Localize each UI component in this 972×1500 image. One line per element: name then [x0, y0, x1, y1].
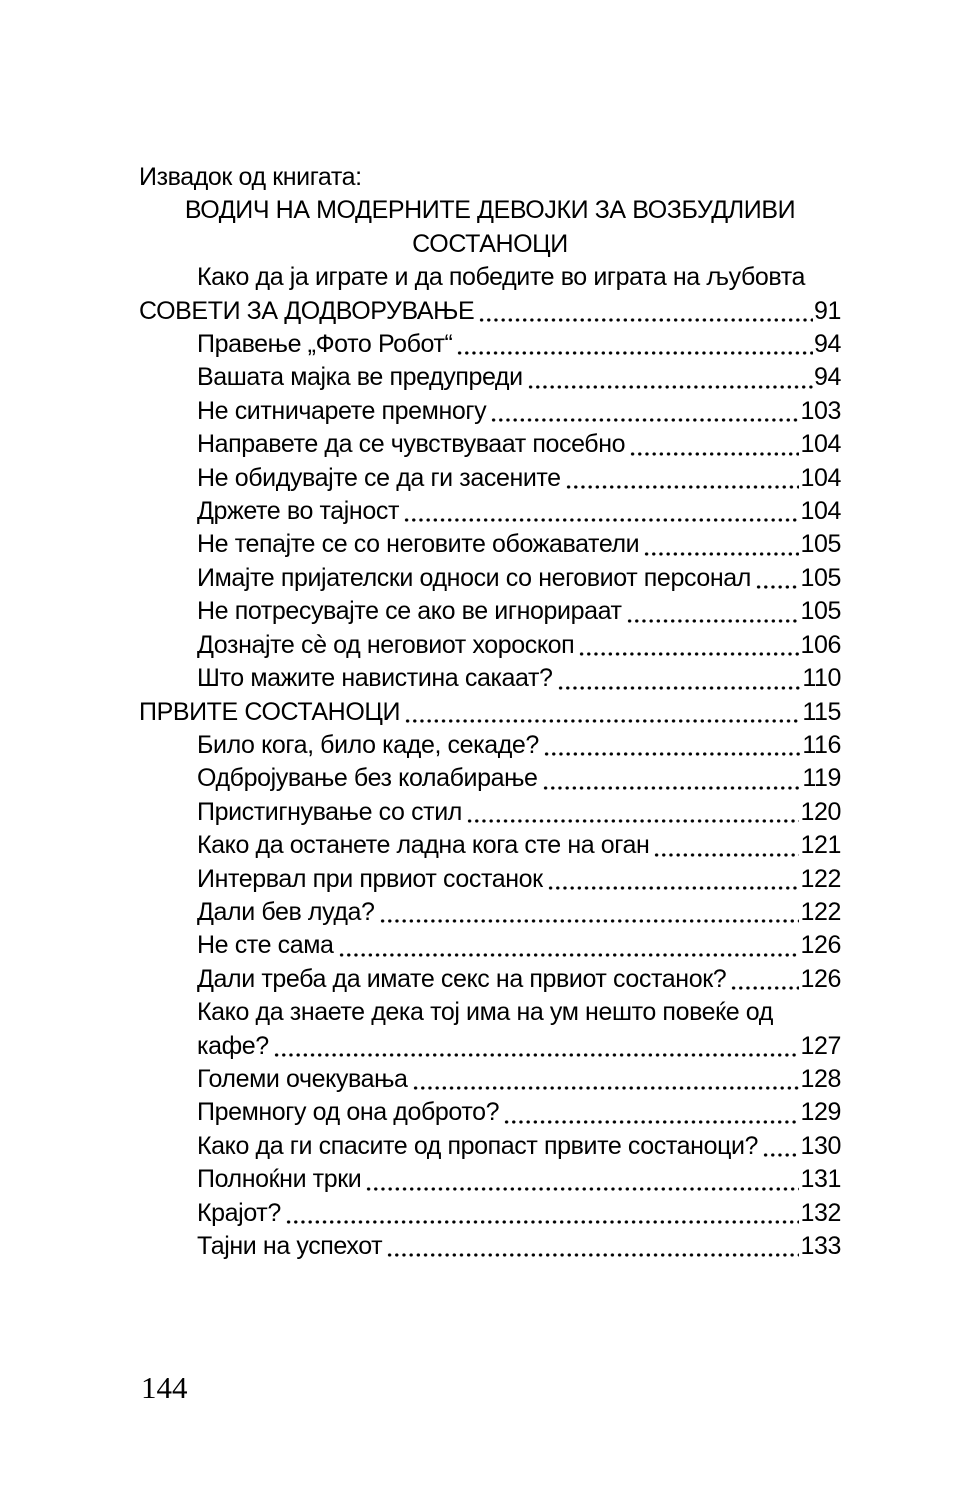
toc-entry: [139, 1163, 841, 1196]
toc-entry: [139, 595, 841, 628]
toc-entry-page-number: 126: [800, 964, 841, 993]
toc-entry-page-number: 133: [800, 1232, 841, 1260]
dot-leader: [547, 884, 800, 892]
toc-entry-page-number: 104: [800, 430, 841, 459]
toc-entry-page-number: 128: [800, 1064, 841, 1093]
toc-entry: [139, 996, 841, 1029]
toc-entry: [139, 1030, 841, 1063]
toc-entry: [139, 729, 841, 762]
toc-entry-label: Крајот?: [197, 1198, 281, 1227]
page-number: 144: [141, 1370, 188, 1405]
toc-entry-page-number: 91: [813, 296, 841, 325]
toc-entry-label: Дали треба да имате секс на првиот состанок?: [197, 964, 727, 993]
toc-entry-page-number: 121: [800, 831, 841, 860]
toc-entry-label: Големи очекувања: [197, 1064, 408, 1093]
book-title: ВОДИЧ НА МОДЕРНИТЕ ДЕВОЈКИ ЗА ВОЗБУДЛИВИ СОСТАНОЦИ: [184, 196, 796, 258]
dot-leader: [386, 1251, 799, 1259]
toc-entry: [139, 863, 841, 896]
toc-entry-page-number: 104: [800, 497, 841, 526]
dot-leader: [285, 1218, 800, 1226]
toc-entry: [139, 662, 841, 695]
toc-entry: [139, 896, 841, 929]
dot-leader: [542, 784, 802, 792]
dot-leader: [653, 851, 799, 859]
toc-entry: [139, 395, 841, 428]
toc-entry: [139, 963, 841, 996]
toc-entry-page-number: 131: [800, 1165, 841, 1194]
toc-entry-label: Направете да се чувствуваат посебно: [197, 430, 626, 459]
toc-entry-label: Било кога, било каде, секаде?: [197, 730, 539, 759]
toc-entry-page-number: 110: [802, 664, 841, 693]
dot-leader: [643, 550, 799, 558]
toc-entry-label: Тајни на успехот: [197, 1232, 383, 1260]
toc-entry-page-number: 103: [800, 396, 841, 425]
toc-entry-label: Имајте пријателски односи со неговиот персонал: [197, 563, 751, 592]
toc-entry-page-number: 105: [800, 597, 841, 626]
toc-entry: [139, 629, 841, 662]
toc-entry-label: Полноќни трки: [197, 1165, 362, 1194]
dot-leader: [412, 1084, 800, 1092]
toc-entry: [139, 562, 841, 595]
toc-entry-label: Вашата мајка ве предупреди: [197, 363, 523, 392]
toc-entry-label: Како да останете ладна кога сте на оган: [197, 831, 650, 860]
toc-entry: [139, 328, 841, 361]
toc-entry-page-number: 94: [813, 363, 841, 392]
toc-entry: [139, 696, 841, 729]
toc-entry: [139, 1197, 841, 1230]
dot-leader: [456, 349, 813, 357]
toc-entry-page-number: 105: [800, 563, 841, 592]
dot-leader: [466, 817, 800, 825]
toc-entry-label: Не тепајте се со неговите обожаватели: [197, 530, 640, 559]
toc-entry-label: Држете во тајност: [197, 497, 399, 526]
toc-entry-page-number: 132: [800, 1198, 841, 1227]
toc-entry-page-number: 119: [802, 764, 841, 793]
toc-entry-page-number: 129: [800, 1098, 841, 1127]
toc-entry: [139, 796, 841, 829]
toc-entry-page-number: 106: [800, 630, 841, 659]
toc-entry-label: Дали бев луда?: [197, 897, 375, 926]
dot-leader: [629, 450, 799, 458]
toc-entry-label: Правење „Фото Робот“: [197, 330, 453, 359]
toc-entry-label: Интервал при првиот состанок: [197, 864, 543, 893]
page-content: [139, 161, 841, 1263]
toc-entry-page-number: 130: [800, 1131, 841, 1160]
toc-entry: [139, 1230, 841, 1263]
toc-entry-label: Како да ги спасите од пропаст првите состаноци?: [197, 1131, 759, 1160]
toc-entry-label: Како да знаете дека тој има на ум нешто повеќе од: [197, 998, 773, 1027]
dot-leader: [503, 1118, 799, 1126]
dot-leader: [755, 583, 800, 591]
toc-entry: [139, 295, 841, 328]
toc-entry: [139, 1063, 841, 1096]
toc-entry-label: Што мажите навистина сакаат?: [197, 664, 553, 693]
toc-entry: [139, 929, 841, 962]
toc-entry-label: Не обидувајте се да ги засените: [197, 463, 561, 492]
toc-entry-page-number: 94: [813, 330, 841, 359]
toc-entry: [139, 762, 841, 795]
dot-leader: [730, 984, 799, 992]
dot-leader: [478, 316, 813, 324]
dot-leader: [543, 750, 801, 758]
toc-entry: [139, 361, 841, 394]
dot-leader: [565, 483, 800, 491]
dot-leader: [578, 650, 799, 658]
toc-entry-label: Не потресувајте се ако ве игнорираат: [197, 597, 622, 626]
dot-leader: [490, 416, 799, 424]
toc-entry-page-number: 126: [800, 931, 841, 960]
toc-entry-label: Одбројување без колабирање: [197, 764, 538, 793]
toc-entry-label: Не сте сама: [197, 931, 334, 960]
toc-entry: [139, 829, 841, 862]
toc-entry: [139, 528, 841, 561]
toc-entry: [139, 462, 841, 495]
toc-entry: [139, 495, 841, 528]
toc-entry-page-number: 122: [800, 897, 841, 926]
toc-entry-label: Премногу од она доброто?: [197, 1098, 500, 1127]
dot-leader: [403, 516, 799, 524]
toc-entry-label: Пристигнување со стил: [197, 797, 462, 826]
table-of-contents: [139, 295, 841, 1264]
toc-entry-page-number: 122: [800, 864, 841, 893]
dot-leader: [338, 951, 800, 959]
toc-entry-label: Дознајте сѐ од неговиот хороскоп: [197, 630, 575, 659]
dot-leader: [365, 1185, 799, 1193]
toc-entry-label: СОВЕТИ ЗА ДОДВОРУВАЊЕ: [139, 296, 475, 325]
toc-entry-page-number: 120: [800, 797, 841, 826]
dot-leader: [273, 1051, 800, 1059]
book-subtitle: Како да ја играте и да победите во играта на љубовта: [197, 263, 806, 292]
dot-leader: [379, 917, 800, 925]
toc-entry-page-number: 104: [800, 463, 841, 492]
toc-entry-page-number: 116: [802, 730, 841, 759]
toc-entry-label: Не ситничарете премногу: [197, 396, 487, 425]
toc-entry-label: кафе?: [197, 1031, 269, 1060]
dot-leader: [557, 684, 802, 692]
toc-entry: [139, 1096, 841, 1129]
dot-leader: [527, 383, 813, 391]
dot-leader: [762, 1151, 799, 1159]
toc-entry-page-number: 127: [800, 1031, 841, 1060]
toc-entry-page-number: 115: [802, 697, 841, 726]
toc-entry: [139, 1130, 841, 1163]
excerpt-source-line: Извадок од книгата:: [139, 163, 362, 191]
toc-entry-label: ПРВИТЕ СОСТАНОЦИ: [139, 697, 401, 726]
toc-entry-page-number: 105: [800, 530, 841, 559]
dot-leader: [626, 617, 800, 625]
toc-entry: [139, 428, 841, 461]
dot-leader: [404, 717, 801, 725]
